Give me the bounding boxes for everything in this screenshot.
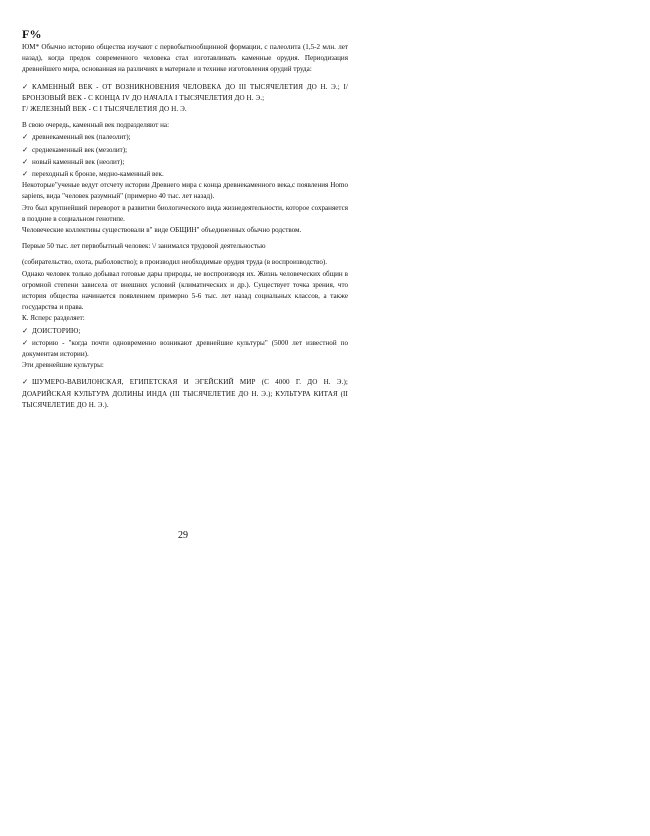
list-item-text: древнекаменный век (палеолит); [32,133,131,142]
checkmark-icon: ✓ [22,156,29,166]
list-item-text: новый каменный век (неолит); [32,157,125,166]
list-item [22,337,348,360]
cultures-intro: Эти древнейшие культуры: [22,361,104,370]
checkmark-icon: ✓ [22,81,29,91]
paragraph-nature: Однако человек только добывал готовые дары природы, не воспроизводя их. Жизнь человеческих общин в огромной степени зависела от внешних условий (климатических и др.). Существует точка зрения, что история общества начинается появлением примерно 5-6 тыс. лет назад социальных классов, а также государства и права. [22,269,348,312]
list-item-text: переходный к бронзе, медно-каменный век. [32,170,164,179]
list-item [22,131,348,143]
checkmark-icon: ✓ [22,377,29,387]
stone-age-intro: В свою очередь, каменный век подразделяют на: [22,121,170,130]
page-number: 29 [178,530,188,541]
paragraph-revolution: Это был крупнейший переворот в развитии биологического вида жизнедеятельности, которое сохраняется в поздние в социальном генотипе. [22,203,348,223]
checkmark-icon: ✓ [22,337,29,347]
paragraph-jaspers: К. Ясперс разделяет: [22,314,85,323]
document-body [22,42,348,411]
list-item [22,144,348,156]
period-stone-bronze [22,81,348,104]
paragraph-communities: Человеческие коллективы существовали в" виде ОБЩИН" объединенных обычно родством. [22,226,302,235]
list-item [22,325,348,337]
paragraph-gathering: (собирательство, охота, рыболовство); в производил необходимые орудия труда (в воспроизводство). [22,258,328,267]
list-item [22,168,348,180]
list-item [22,156,348,168]
checkmark-icon: ✓ [22,132,29,142]
intro-paragraph: ЮМ* Обычно историю общества изучают с первобытнообщинной формации, с палеолита (1,5-2 млн. лет назад), когда предок современного человека стал изготавливать каменные орудия. Периодизация древнейшего мира, основанная на различиях в материале и технике изготовления орудий труда: [22,43,348,74]
checkmark-icon: ✓ [22,144,29,154]
checkmark-icon: ✓ [22,169,29,179]
header-label: F% [22,27,42,41]
list-item-text: историю - "когда почти одновременно возникают древнейшие культуры" (5000 лет известной по документам истории). [22,338,348,359]
list-item-text: среднекаменный век (мезолит); [32,145,128,154]
list-item-text: ДОИСТОРИЮ; [32,326,81,335]
period-iron: Г/ ЖЕЛЕЗНЫЙ ВЕК - С I ТЫСЯЧЕЛЕТИЯ ДО Н. Э. [22,105,187,114]
period-text: КАМЕННЫЙ ВЕК - ОТ ВОЗНИКНОВЕНИЯ ЧЕЛОВЕКА ДО III ТЫСЯЧЕЛЕТИЯ ДО Н. Э.; I/ БРОНЗОВЫЙ ВЕК - С КОНЦА IV ДО НАЧАЛА I ТЫСЯЧЕЛЕТИЯ ДО Н. Э.; [22,82,348,102]
cultures-text: ШУМЕРО-ВАВИЛОНСКАЯ, ЕГИПЕТСКАЯ И ЭГЕЙСКИЙ МИР (С 4000 Г. ДО Н. Э.); ДОАРИЙСКАЯ КУЛЬТУРА ДОЛИНЫ ИНДА (III ТЫСЯЧЕЛЕТИЕ ДО Н. Э.); КУЛЬТУРА КИТАЯ (II ТЫСЯЧЕЛЕТИЕ ДО Н. Э.). [22,378,348,409]
checkmark-icon: ✓ [22,325,29,335]
paragraph-homo-sapiens: Некоторые"ученые ведут отсчету истории Древнего мира с конца древнекаменного века,с появления Homo sapiens, вида "человек разумный" (примерно 40 тыс. лет назад). [22,181,348,201]
paragraph-first-50k: Первые 50 тыс. лет первобытный человек: \/ занимался трудовой деятельностью [22,242,266,251]
cultures-list [22,376,348,411]
